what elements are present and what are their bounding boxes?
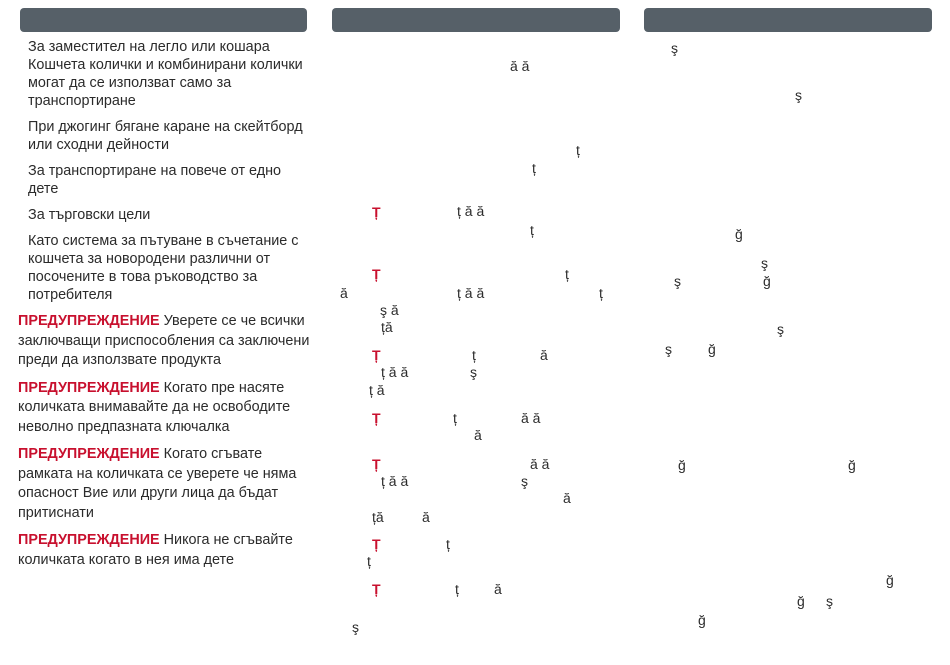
glyph: ă ă	[510, 58, 530, 74]
glyph: ğ	[848, 457, 856, 473]
glyph: ț	[576, 142, 580, 158]
glyph: ş ă	[380, 302, 399, 318]
glyph: ț	[599, 285, 603, 301]
glyph: ş	[665, 341, 672, 357]
glyph: ț	[446, 536, 450, 552]
glyph: ț ă ă	[457, 285, 485, 301]
glyph: ğ	[763, 273, 771, 289]
warning-text: Уверете се че всички заключващи приспособления са заключени преди да използвате продукта	[18, 313, 310, 368]
glyph: ț	[472, 347, 476, 363]
glyph: ă	[563, 490, 571, 506]
glyph: ț ă ă	[457, 203, 485, 219]
glyph: ț	[530, 222, 534, 238]
glyph: ş	[671, 40, 678, 56]
column-header-bar-2	[332, 8, 620, 32]
glyph: ş	[352, 619, 359, 635]
warning-text: Когато сгъвате рамката на количката се уверете че няма опасност Вие или други лица да бъдат притиснати	[18, 446, 297, 521]
bulgarian-column	[18, 38, 310, 578]
warning-text: Когато пре насяте количката внимавайте да не освободите неволно предпазната ключалка	[18, 379, 291, 435]
list-item: При джогинг бягане каране на скейтборд или сходни дейности	[28, 119, 303, 153]
glyph: ț ă	[369, 382, 385, 398]
warning-marker: Ț	[372, 456, 381, 472]
list-item: За заместител на легло или кошара Кошчета колички и комбинирани колички могат да се използват само за транспортиране	[28, 39, 303, 109]
glyph: ț	[565, 266, 569, 282]
glyph: ş	[795, 87, 802, 103]
warning-label: ПРЕДУПРЕЖДЕНИЕ	[18, 379, 160, 396]
glyph: ță	[381, 319, 393, 335]
glyph: ğ	[678, 457, 686, 473]
glyph: ş	[761, 255, 768, 271]
glyph: ă	[474, 427, 482, 443]
glyph: ț ă ă	[381, 364, 409, 380]
glyph: ă	[340, 285, 348, 301]
list-item: За транспортиране на повече от едно дете	[28, 163, 282, 197]
warning-marker: Ț	[372, 204, 381, 220]
warning-label: ПРЕДУПРЕЖДЕНИЕ	[18, 532, 160, 548]
glyph: ă ă	[521, 410, 541, 426]
list-item: Като система за пътуване в съчетание с кошчета за новородени различни от посочените в това ръководство за потребителя	[28, 233, 299, 303]
glyph: ğ	[735, 226, 743, 242]
column-header-bar-1	[20, 8, 307, 32]
warning-paragraph	[18, 312, 310, 371]
glyph: ş	[674, 273, 681, 289]
glyph: ă	[540, 347, 548, 363]
glyph: ğ	[698, 612, 706, 628]
list-item: За търговски цели	[28, 207, 151, 223]
warning-marker: Ț	[372, 410, 381, 426]
glyph: ț	[455, 581, 459, 597]
glyph: ă	[422, 509, 430, 525]
glyph: ğ	[797, 593, 805, 609]
glyph: ță	[372, 509, 384, 525]
glyph: ğ	[886, 572, 894, 588]
warning-paragraph	[18, 531, 310, 570]
warning-label: ПРЕДУПРЕЖДЕНИЕ	[18, 313, 160, 329]
glyph: ț	[532, 160, 536, 176]
glyph: ț	[367, 553, 371, 569]
glyph: ş	[777, 321, 784, 337]
glyph: ş	[470, 364, 477, 380]
warning-marker: Ț	[372, 266, 381, 282]
column-header-bar-3	[644, 8, 932, 32]
warning-marker: Ț	[372, 347, 381, 363]
glyph: ş	[521, 473, 528, 489]
glyph: ş	[826, 593, 833, 609]
warning-marker: Ț	[372, 536, 381, 552]
warning-paragraph	[18, 445, 310, 523]
warning-text: Никога не сгъвайте количката когато в нея има дете	[18, 532, 293, 568]
warning-paragraph	[18, 379, 310, 438]
glyph: ğ	[708, 341, 716, 357]
glyph: ă ă	[530, 456, 550, 472]
glyph: ă	[494, 581, 502, 597]
glyph: ț ă ă	[381, 473, 409, 489]
glyph: ț	[453, 410, 457, 426]
warning-label: ПРЕДУПРЕЖДЕНИЕ	[18, 446, 160, 462]
warning-marker: Ț	[372, 581, 381, 597]
